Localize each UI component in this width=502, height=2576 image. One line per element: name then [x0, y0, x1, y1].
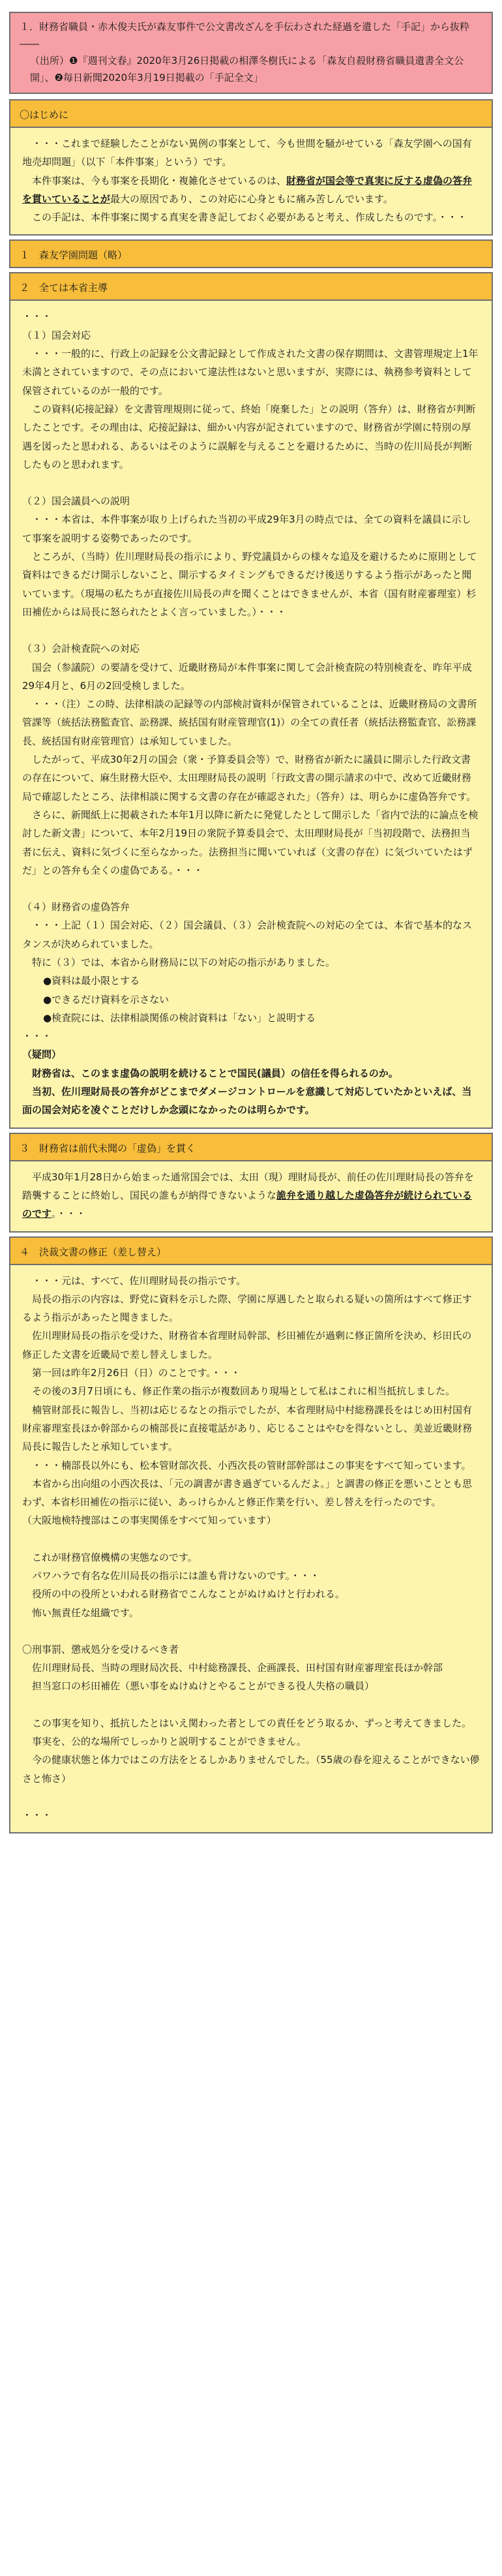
paragraph: 楠管財部長に報告し、当初は応じるなとの指示でしたが、本省理財局中村総務課長をはじめ田村国有財産審理室長ほか幹部からの楠部長に直接電話があり、応じることはやむを得ないとし、美並近畿財務局長に報告したと承知しています。 — [22, 1403, 473, 1453]
title-line-1: １．財務省職員・赤木俊夫氏が森友事件で公文書改ざんを手伝わされた経過を遺した「手記」から抜粋―― — [20, 21, 470, 50]
paragraph: ・・・元は、すべて、佐川理財局長の指示です。 — [22, 1274, 246, 1287]
paragraph: ・・・楠部長以外にも、松本管財部次長、小西次長の管財部幹部はこの事実をすべて知っています。 — [22, 1459, 471, 1471]
bullet-item: ●検査院には、法律相談関係の検討資料は「ない」と説明する — [43, 1011, 316, 1024]
paragraph-text: 。・・・ — [52, 1208, 86, 1220]
subheading: （４）財務省の虚偽答弁 — [22, 901, 130, 913]
paragraph: さらに、新聞紙上に掲載された本年1月以降に新たに発覚したとして開示した「省内で法的に論点を検討した新文書」について、本年2月19日の衆院予算委員会で、太田理財局長が「当初段階で、法務担当者に伝え、資料に気づくに至らなかった。法務担当に聞いていれば（文書の存在）に気づいていたはずだ」との答弁も全くの虚偽である。・・・ — [22, 808, 479, 876]
document-page — [9, 0, 493, 1833]
title-source-line: （出所）❶『週刊文春』2020年3月26日掲載の相澤冬樹氏による「森友自殺財務省職員遺書全文公開」、❷毎日新聞2020年3月19日掲載の「手記全文」 — [30, 55, 464, 84]
paragraph: これが財務官僚機構の実態なのです。 — [22, 1551, 198, 1563]
emphasis-text: 財務省が国会等で真実に反する虚偽の答弁を貫いていることが — [22, 174, 473, 205]
paragraph: ・・・これまで経験したことがない異例の事案として、今も世間を騒がせている「森友学園への国有地売却問題」（以下「本件事案」という）です。 — [22, 138, 472, 168]
subheading: 〇刑事罰、懲戒処分を受けるべき者 — [22, 1643, 179, 1655]
paragraph: したがって、平成30年2月の国会（衆・予算委員会等）で、財務省が新たに議員に開示した行政文書の存在について、麻生財務大臣や、太田理財局長の説明「行政文書の開示請求の中で、改めて近畿財務局で確認したところ、法律相談に関する文書の存在が確認された」（答弁）は、明らかに虚偽答弁です。 — [22, 754, 477, 803]
question-text: 当初、佐川理財局長の答弁がどこまでダメージコントロールを意識して対応していたかといえば、当面の国会対応を凌ぐことだけしか念頭になかったのは明らかです。 — [22, 1086, 472, 1116]
paragraph-text: 本件事案は、今も事案を長期化・複雑化させているのは、 — [22, 174, 287, 187]
paragraph: ・・・本省は、本件事案が取り上げられた当初の平成29年3月の時点では、全ての資料を議員に示して事案を説明する姿勢であったのです。 — [22, 514, 471, 544]
paragraph: 役所の中の役所といわれる財務省でこんなことがぬけぬけと行われる。 — [22, 1588, 346, 1601]
paragraph: その後の3月7日頃にも、修正作業の指示が複数回あり現場として私はこれに相当抵抗しました。 — [22, 1385, 456, 1398]
paragraph: 佐川理財局長の指示を受けた、財務省本省理財局幹部、杉田補佐が過剰に修正箇所を決め、杉田氏の修正した文書を近畿局で差し替えしました。 — [22, 1330, 472, 1360]
paragraph: 第一回は昨年2月26日（日）のことです。・・・ — [22, 1367, 241, 1379]
section-heading-4: ４ 決裁文書の修正（差し替え） — [9, 1236, 493, 1265]
ellipsis: ・・・ — [22, 311, 52, 323]
section-heading-3: ３ 財務省は前代未聞の「虚偽」を貫く — [9, 1133, 493, 1161]
paragraph: この事実を知り、抵抗したとはいえ関わった者としての責任をどう取るか、ずっと考えてきました。 — [22, 1717, 471, 1729]
paragraph: （大阪地検特捜部はこの事実関係をすべて知っています） — [22, 1514, 276, 1527]
bullet-item: ●資料は最小限とする — [43, 975, 140, 987]
section-body-4 — [9, 1265, 493, 1834]
paragraph: ・・・上記（１）国会対応、（２）国会議員、（３）会計検査院への対応の全ては、本省で基本的なスタンスが決められていました。 — [22, 919, 473, 950]
subheading: （１）国会対応 — [22, 329, 91, 341]
paragraph: 本省から出向組の小西次長は、「元の調書が書き過ぎているんだよ。」と調書の修正を悪いこととも思わず、本省杉田補佐の指示に従い、あっけらかんと修正作業を行い、差し替えを行ったのです。 — [22, 1477, 473, 1509]
ellipsis: ・・・ — [22, 1030, 52, 1043]
section-heading-intro: 〇はじめに — [9, 99, 493, 128]
paragraph: この手記は、本件事案に関する真実を書き記しておく必要があると考え、作成したものです。・・・ — [22, 211, 467, 224]
section-heading-2: ２ 全ては本省主導 — [9, 272, 493, 301]
paragraph: 国会（参議院）の要請を受けて、近畿財務局が本件事案に関して会計検査院の特別検査を、昨年平成29年4月と、6月の2回受検しました。 — [22, 661, 472, 692]
subheading: （３）会計検査院への対応 — [22, 643, 140, 655]
title-block — [9, 12, 493, 94]
question-heading: （疑問） — [22, 1049, 62, 1061]
paragraph: 佐川理財局長、当時の理財局次長、中村総務課長、企画課長、田村国有財産審理室長ほか幹部 — [22, 1662, 443, 1674]
paragraph: 今の健康状態と体力ではこの方法をとるしかありませんでした。（55歳の春を迎えることができない儚さと怖さ） — [22, 1754, 480, 1785]
paragraph: 担当窓口の杉田補佐（悪い事をぬけぬけとやることができる役人失格の職員） — [22, 1680, 375, 1693]
section-body-2 — [9, 301, 493, 1128]
paragraph — [22, 1168, 480, 1223]
paragraph: 局長の指示の内容は、野党に資料を示した際、学園に厚遇したと取られる疑いの箇所はすべて修正するよう指示があったと聞きました。 — [22, 1293, 472, 1324]
paragraph: パワハラで有名な佐川局長の指示には誰も背けないのです。・・・ — [22, 1570, 320, 1582]
paragraph: この資料(応接記録）を文書管理規則に従って、終始「廃棄した」との説明（答弁）は、財務省が判断したことです。その理由は、応接記録は、細かい内容が記されていますので、財務省が学園に特別の厚遇を図ったと思われる、あるいはそのように誤解を与えることを避けるために、当時の佐川局長が判断したものと思われます。 — [22, 403, 476, 470]
paragraph: ところが、（当時）佐川理財局長の指示により、野党議員からの様々な追及を避けるために原則として資料はできるだけ開示しないこと、開示するタイミングもできるだけ後送りするよう指示があったと聞いています。（現場の私たちが直接佐川局長の声を聞くことはできませんが、本省（国有財産審理室）杉田補佐からは局長に怒られたとよく言っていました。）・・・ — [22, 551, 477, 618]
paragraph — [22, 172, 480, 209]
question-text: 財務省は、このまま虚偽の説明を続けることで国民(議員）の信任を得られるのか。 — [22, 1067, 398, 1079]
paragraph: 特に（３）では、本省から財務局に以下の対応の指示がありました。 — [22, 956, 336, 968]
subheading: （２）国会議員への説明 — [22, 495, 130, 508]
section-body-intro — [9, 128, 493, 236]
section-heading-1: １ 森友学園問題（略） — [9, 239, 493, 268]
paragraph-text: 最大の原因であり、この対応に心身ともに痛み苦しんでいます。 — [110, 192, 393, 205]
paragraph: ・・・一般的に、行政上の記録を公文書記録として作成された文書の保存期間は、文書管理規定上1年未満とされていますので、その点において違法性はないと思いますが、実際には、執務参考資料として保管されているのが一般的です。 — [22, 348, 479, 397]
emphasis-text: 詭弁を通り越した虚偽答弁が続けられているのです — [22, 1189, 473, 1220]
paragraph: ・・・（注）この時、法律相談の記録等の内部検討資料が保管されていることは、近畿財務局の文書所管課等（統括法務監査官、訟務課、統括国有財産管理官(1)）の全ての責任者（統括法務監査官、訟務課長、統括国有財産管理官）は承知していました。 — [22, 698, 477, 747]
paragraph-text: 平成30年1月28日から始まった通常国会では、太田（現）理財局長が、前任の佐川理財局長の答弁を踏襲することに終始し、国民の誰もが納得できないような — [22, 1171, 474, 1201]
paragraph: 怖い無責任な組織です。 — [22, 1606, 139, 1619]
paragraph: 事実を、公的な場所でしっかりと説明することができません。 — [22, 1736, 306, 1748]
section-body-3 — [9, 1161, 493, 1233]
ellipsis: ・・・ — [22, 1809, 52, 1821]
bullet-item: ●できるだけ資料を示さない — [43, 993, 170, 1005]
